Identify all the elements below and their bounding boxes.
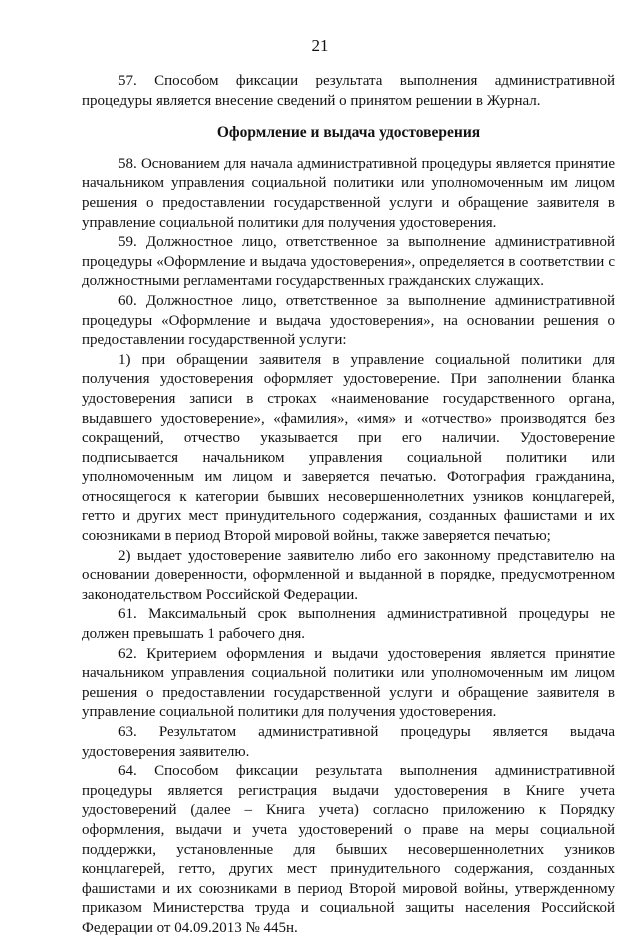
paragraph-60: 60. Должностное лицо, ответственное за выполнение административной процедуры «Оформление и выдача удостоверения», на основании решения о предоставлении государственной услуги: bbox=[82, 292, 615, 349]
paragraph-60-item-1: 1) при обращении заявителя в управление социальной политики для получения удостоверения оформляет удостоверение. При заполнении бланка удостоверения записи в строках «наименование государственного органа, выдавшего удостоверение», «фамилия», «имя» и «отчество» производятся без сокращений, отчество указывается при его наличии. Удостоверение подписывается начальником управления социальной политики или уполномоченным им лицом и заверяется печатью. Фотография гражданина, относящегося к категории бывших несовершеннолетних узников концлагерей, гетто и других мест принудительного содержания, созданных фашистами и их союзниками в период Второй мировой войны, также заверяется печатью; bbox=[82, 351, 615, 545]
document-body bbox=[82, 72, 615, 939]
paragraph-57: 57. Способом фиксации результата выполнения административной процедуры является внесение сведений о принятом решении в Журнал. bbox=[82, 73, 615, 109]
paragraph-58: 58. Основанием для начала административной процедуры является принятие начальником управления социальной политики или уполномоченным им лицом решения о предоставлении государственной услуги и обращение заявителя в управление социальной политики для получения удостоверения. bbox=[82, 155, 615, 231]
paragraph-63: 63. Результатом административной процедуры является выдача удостоверения заявителю. bbox=[82, 724, 615, 760]
page-number: 21 bbox=[311, 36, 329, 55]
paragraph-61: 61. Максимальный срок выполнения административной процедуры не должен превышать 1 рабочего дня. bbox=[82, 606, 615, 643]
paragraph-59: 59. Должностное лицо, ответственное за выполнение административной процедуры «Оформление и выдача удостоверения», определяется в соответствии с должностными регламентами государственных гражданских служащих. bbox=[82, 234, 615, 290]
section-heading: Оформление и выдача удостоверения bbox=[216, 124, 481, 142]
paragraph-64: 64. Способом фиксации результата выполнения административной процедуры является регистрация выдачи удостоверения в Книге учета удостоверений (далее – Книга учета) согласно приложению к Порядку оформления, выдачи и учета удостоверений о праве на меры социальной поддержки, установленные для бывших несовершеннолетних узников концлагерей, гетто, других мест принудительного содержания, созданных фашистами и их союзниками в период Второй мировой войны, утвержденному приказом Министерства труда и социальной защиты населения Российской Федерации от 04.09.2013 № 445н. bbox=[82, 763, 615, 936]
paragraph-60-item-2: 2) выдает удостоверение заявителю либо его законному представителю на основании доверенности, оформленной и выданной в порядке, предусмотренном законодательством Российской Федерации. bbox=[82, 547, 615, 603]
paragraph-62: 62. Критерием оформления и выдачи удостоверения является принятие начальником управления социальной политики или уполномоченным им лицом решения о предоставлении государственной услуги и обращение заявителя в управление социальной политики для получения удостоверения. bbox=[82, 645, 615, 721]
